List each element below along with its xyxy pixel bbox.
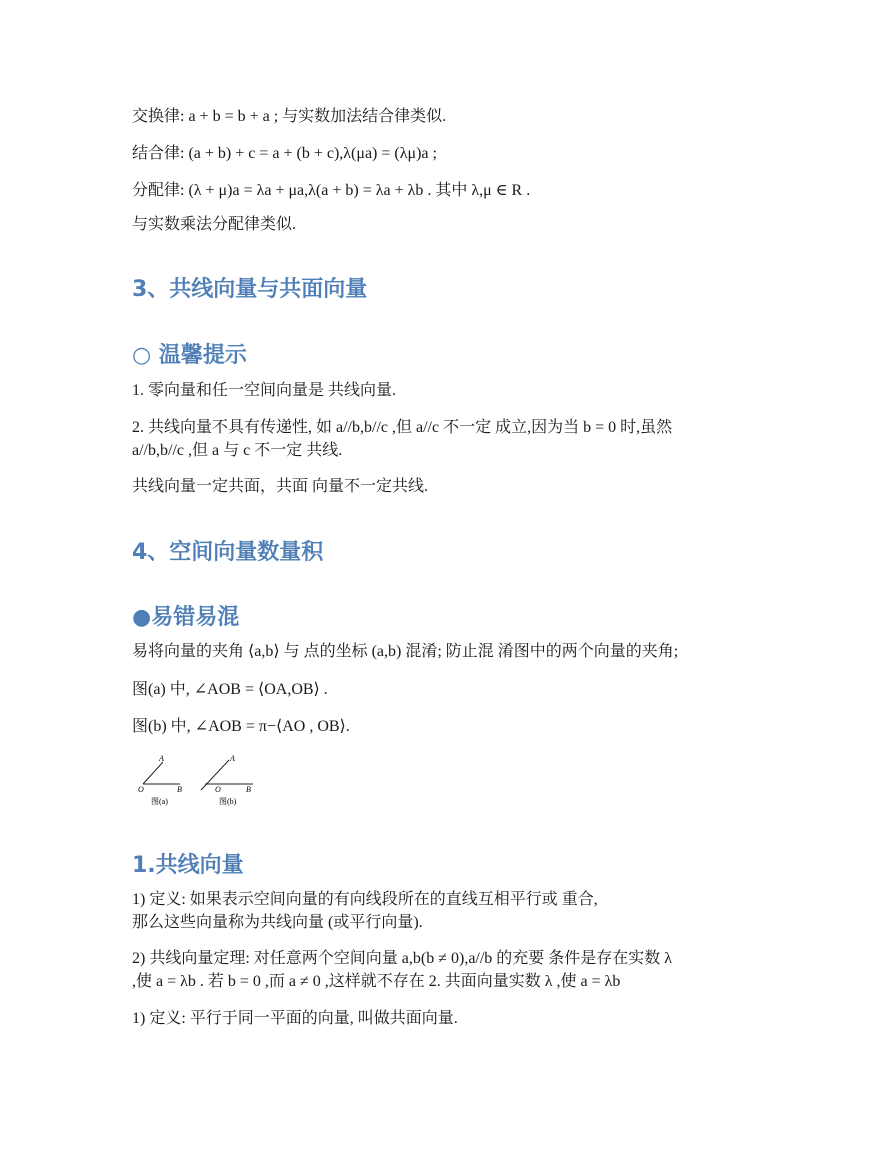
theorem-line-2: ,使 a = λb . 若 b = 0 ,而 a ≠ 0 ,这样就不存在 2. 共面向量实数 λ ,使 a = λb (132, 973, 621, 990)
angle-figure-svg (135, 752, 265, 812)
fig-a-caption: 图(a) (151, 797, 168, 806)
tip-heading: ○ 温馨提示 (132, 343, 247, 368)
mix-3-text: 图(b) 中, ∠AOB = π−⟨AO , OB⟩. (132, 718, 350, 735)
definition-1-line-1: 1) 定义: 如果表示空间向量的有向线段所在的直线互相平行或 重合, (132, 891, 598, 908)
fig-a-oa-line (143, 762, 163, 784)
fig-b-caption: 图(b) (219, 797, 237, 806)
fig-a-label-o: O (138, 785, 144, 794)
section-4-heading: 4、空间向量数量积 (132, 540, 324, 565)
definition-2-text: 1) 定义: 平行于同一平面的向量, 叫做共面向量. (132, 1010, 458, 1027)
mix-1-text: 易将向量的夹角 ⟨a,b⟩ 与 点的坐标 (a,b) 混淆; 防止混 淆图中的两个向量的夹角; (132, 643, 679, 660)
mix-heading: ●易错易混 (132, 605, 240, 630)
distributive-law-text: 分配律: (λ + μ)a = λa + μa,λ(a + b) = λa + λb . 其中 λ,μ ∈ R . (132, 182, 531, 199)
angle-figure (135, 752, 265, 812)
commutative-law-text: 交换律: a + b = b + a ; 与实数加法结合律类似. (132, 108, 447, 125)
fig-a-label-b: B (177, 785, 182, 794)
section-1-heading: 1.共线向量 (132, 853, 244, 878)
tip-1-text: 1. 零向量和任一空间向量是 共线向量. (132, 382, 397, 399)
associative-law-text: 结合律: (a + b) + c = a + (b + c),λ(μa) = (λμ)a ; (132, 145, 437, 162)
tip-3-text: 共线向量一定共面，共面 向量不一定共线. (132, 478, 429, 495)
mix-2-text: 图(a) 中, ∠AOB = ⟨OA,OB⟩ . (132, 681, 328, 698)
distributive-note-text: 与实数乘法分配律类似. (132, 216, 297, 233)
theorem-line-1: 2) 共线向量定理: 对任意两个空间向量 a,b(b ≠ 0),a//b 的充要 条件是存在实数 λ (132, 950, 673, 967)
fig-b-label-a: A (230, 754, 235, 763)
fig-b-label-o: O (215, 785, 221, 794)
fig-a-label-a: A (159, 754, 164, 763)
section-3-heading: 3、共线向量与共面向量 (132, 277, 368, 302)
tip-2-line-1: 2. 共线向量不具有传递性, 如 a//b,b//c ,但 a//c 不一定 成立,因为当 b = 0 时,虽然 (132, 419, 673, 436)
definition-1-line-2: 那么这些向量称为共线向量 (或平行向量). (132, 914, 423, 931)
tip-2-line-2: a//b,b//c ,但 a 与 c 不一定 共线. (132, 442, 343, 459)
fig-b-label-b: B (246, 785, 251, 794)
